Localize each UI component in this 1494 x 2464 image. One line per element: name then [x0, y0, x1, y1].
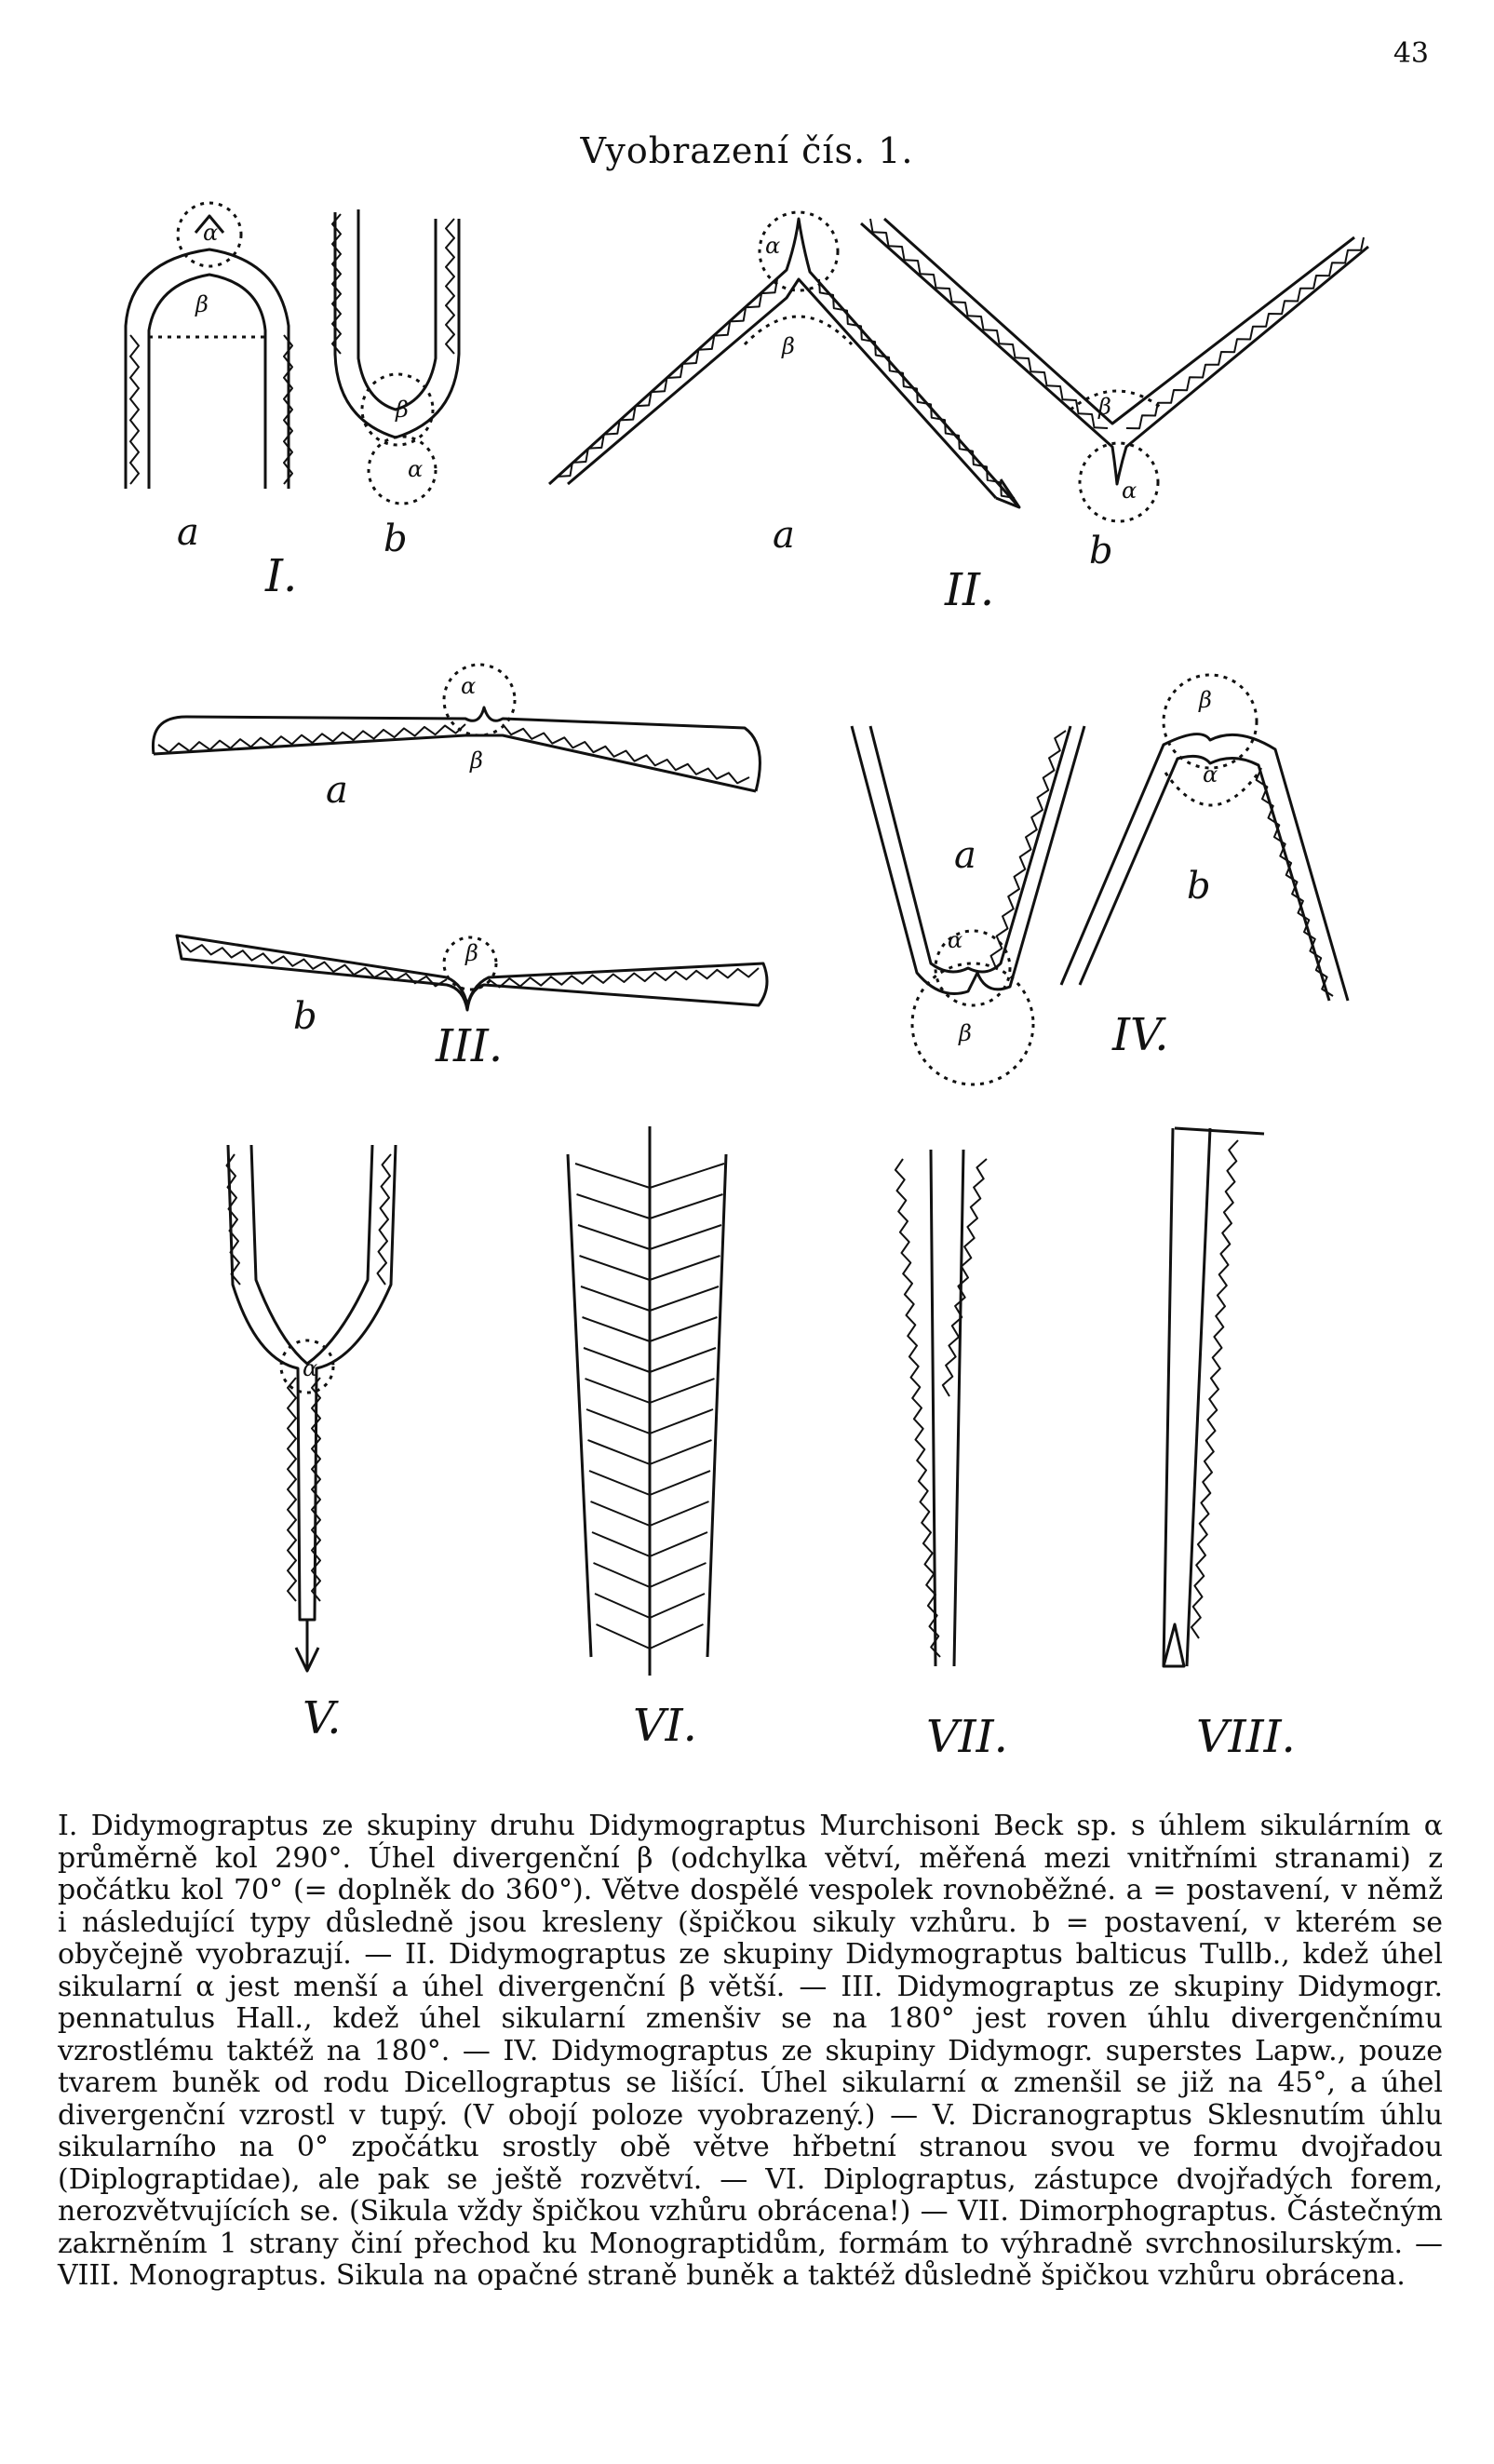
sublabel-4a: a [954, 834, 976, 877]
panel-4b-drawing [1061, 675, 1348, 1001]
sublabel-3b: b [293, 995, 317, 1038]
roman-2: II. [945, 564, 995, 616]
beta-label-3b: β [465, 940, 478, 966]
panel-5-drawing [227, 1145, 397, 1671]
beta-label-2a: β [782, 333, 795, 359]
roman-7: VII. [926, 1711, 1008, 1763]
beta-label-3a: β [470, 747, 483, 774]
alpha-label-5: α [303, 1355, 318, 1381]
figure-title: Vyobrazení čís. 1. [580, 130, 914, 171]
alpha-label-2a: α [765, 233, 781, 259]
sublabel-1a: a [177, 511, 199, 554]
panel-8-drawing [1164, 1128, 1264, 1666]
roman-3: III. [436, 1020, 504, 1072]
alpha-label-4b: α [1203, 761, 1218, 788]
beta-label-2b: β [1098, 394, 1111, 420]
alpha-label-3a: α [461, 673, 477, 699]
roman-5: V. [303, 1692, 342, 1744]
panel-7-drawing [895, 1150, 987, 1666]
beta-label-1a: β [195, 291, 209, 317]
panel-2a-drawing [549, 212, 1019, 507]
beta-label-4a: β [959, 1020, 972, 1046]
sublabel-2b: b [1089, 530, 1113, 572]
figure-caption: I. Didymograptus ze skupiny druhu Didymograptus Murchisoni Beck sp. s úhlem sikulárním α průměrně kol 290°. Úhel divergenční β (odchylka větví, měřená mezi vnitřními stranami) z počátku kol 70° (= doplněk do 360°). Větve dospělé vespolek rovnoběžné. a = postavení, v němž i následující typy důsledně jsou kresleny (špičkou sikuly vzhůru. b = postavení, v kterém se obyčejně vyobrazují. — II. Didymograptus ze skupiny Didymograptus balticus Tullb., kdež úhel sikularní α jest menší a úhel divergenční β větší. — III. Didymograptus ze skupiny Didymogr. pennatulus Hall., kdež úhel sikularní zmenšiv se na 180° jest roven úhlu divergenčnímu vzrostlému taktéž na 180°. — IV. Didymograptus ze skupiny Didymogr. superstes Lapw., pouze tvarem buněk od rodu Dicellograptus se lišící. Úhel sikularní α zmenšil se již na 45°, a úhel divergenční vzrostl v tupý. (V obojí poloze vyobrazený.) — V. Dicranograptus Sklesnutím úhlu sikularního na 0° zpočátku srostly obě větve hřbetní stranou svou ve formu dvojřadou (Diplograptidae), ale pak se ještě rozvětví. — VI. Diplograptus, zástupce dvojřadých forem, nerozvětvujících se. (Sikula vždy špičkou vzhůru obrácena!) — VII. Dimorphograptus. Částečným zakrněním 1 strany činí přechod ku Monograptidům, formám to výhradně svrchnosilurským. — VIII. Monograptus. Sikula na opačné straně buněk a taktéž důsledně špičkou vzhůru obrácena. [58, 1810, 1443, 2292]
roman-4: IV. [1112, 1009, 1169, 1061]
panel-2b-drawing [861, 219, 1368, 521]
alpha-label-1a: α [203, 220, 219, 246]
page-number: 43 [1393, 37, 1429, 70]
alpha-label-2b: α [1122, 478, 1137, 504]
panel-1b-drawing [332, 209, 459, 504]
sublabel-4b: b [1187, 865, 1211, 908]
alpha-label-4a: α [948, 927, 963, 953]
sublabel-2a: a [773, 514, 795, 557]
roman-6: VI. [633, 1700, 697, 1752]
panel-1a-drawing [126, 203, 292, 489]
sublabel-3a: a [326, 769, 348, 812]
alpha-label-1b: α [408, 456, 424, 482]
panel-3a-drawing [153, 665, 760, 791]
panel-6-drawing [568, 1126, 726, 1676]
roman-1: I. [265, 550, 298, 602]
sublabel-1b: b [384, 518, 408, 560]
beta-label-1b: β [396, 397, 409, 423]
roman-8: VIII. [1196, 1711, 1296, 1763]
beta-label-4b: β [1199, 687, 1212, 713]
